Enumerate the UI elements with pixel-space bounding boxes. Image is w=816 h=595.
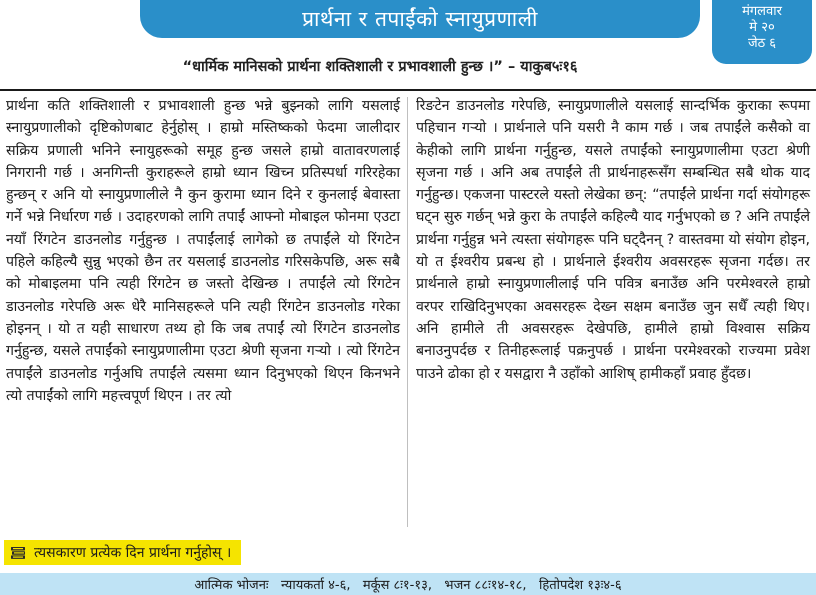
page-title: प्रार्थना र तपाईंको स्नायुप्रणाली xyxy=(302,7,538,31)
date-month: जेठ ६ xyxy=(747,36,777,51)
daily-reading-text: आत्मिक भोजनः न्यायकर्ता ४-६, मर्कूस ८ः१-१३, भजन ८८ः१४-१८, हितोपदेश १३ः४-६ xyxy=(194,578,622,593)
page-title-banner xyxy=(140,0,700,38)
books-icon xyxy=(10,546,26,560)
divider-line xyxy=(0,89,816,91)
body-column-left: प्रार्थना कति शक्तिशाली र प्रभावशाली हुन्छ भन्ने बुझ्नको लागि यसलाई स्नायुप्रणालीको दृष्टिकोणबाट हेर्नुहोस् । हाम्रो मस्तिष्कको फेदमा जालीदार सक्रिय प्रणाली भनिने स्नायुहरूको समूह हुन्छ जसले हाम्रो वातावरणलाई निगरानी गर्छ । अनगिन्ती कुराहरूले हाम्रो ध्यान खिच्न प्रतिस्पर्धा गरिरहेका हुन्छन् र अनि यो स्नायुप्रणालीले नै कुन कुरामा ध्यान दिने र कुनलाई बेवास्ता गर्ने भन्ने निर्धारण गर्छ । उदाहरणको लागि तपाईं आफ्नो मोबाइल फोनमा एउटा नयाँ रिंगटेन डाउनलोड गर्नुहुन्छ । तपाईंलाई लागेको छ तपाईंले यो रिंगटेन पहिले कहिल्यै सुन्नु भएको छैन तर यसलाई डाउनलोड गरिसकेपछि, अरू सबै को मोबाइलमा पनि त्यही रिंगटेन छ जस्तो देखिन्छ । तपाईंले त्यो रिंगटेन डाउनलोड गरेपछि अरू धेरै मानिसहरूले पनि त्यही रिंगटेन डाउनलोड गरेका होइनन् । यो त यही साधारण तथ्य हो कि जब तपाईं त्यो रिंगटेन डाउनलोड गर्नुहुन्छ, यसले तपाईंको स्नायुप्रणालीमा एउटा श्रेणी सृजना गर्‍यो । त्यो रिंगटेन तपाईंले डाउनलोड गर्नुअघि तपाईंले त्यसमा ध्यान दिनुभएको थिएन किनभने त्यो तपाईंको लागि महत्त्वपूर्ण थिएन । तर त्यो xyxy=(6,98,400,404)
action-text: त्यसकारण प्रत्येक दिन प्रार्थना गर्नुहोस् । xyxy=(34,545,232,561)
date-weekday: मंगलवार xyxy=(742,4,782,19)
action-callout xyxy=(4,540,241,565)
daily-reading-footer xyxy=(0,573,816,595)
date-badge xyxy=(712,0,812,64)
body-column-right: रिङटेन डाउनलोड गरेपछि, स्नायुप्रणालीले यसलाई सान्दर्भिक कुराका रूपमा पहिचान गर्‍यो । प्रार्थनाले पनि यसरी नै काम गर्छ । जब तपाईंले कसैको वा केहीको लागि प्रार्थना गर्नुहुन्छ, यसले तपाईंको स्नायुप्रणालीमा एउटा श्रेणी सृजना गर्छ । अनि अब तपाईंले ती प्रार्थनाहरूसँग सम्बन्धित सबै थोक याद गर्नुहुन्छ। एकजना पास्टरले यस्तो लेखेका छन्: “तपाईंले प्रार्थना गर्दा संयोगहरू घट्न सुरु गर्छन् भन्ने कुरा के तपाईंले कहिल्यै याद गर्नुभएको छ ? अनि तपाईंले प्रार्थना गर्नुहुन्न भने त्यस्ता संयोगहरू पनि घट्दैनन् ? वास्तवमा यो संयोग होइन, यो त ईश्वरीय प्रबन्ध हो । प्रार्थनाले ईश्वरीय अवसरहरू सृजना गर्दछ। तर प्रार्थनाले हाम्रो स्नायुप्रणालीलाई पनि पवित्र बनाउँछ अनि परमेश्वरले हाम्रो वरपर राखिदिनुभएका अवसरहरू देख्न सक्षम बनाउँछ जुन सधैँ त्यही थिए। अनि हामीले ती अवसरहरू देखेपछि, हामीले हाम्रो विश्वास सक्रिय बनाउनुपर्दछ र तिनीहरूलाई पक्रनुपर्छ । प्रार्थना परमेश्वरको राज्यमा प्रवेश पाउने ढोका हो र यसद्वारा नै उहाँको आशिष् हामीकहाँ प्रवाह हुँदछ। xyxy=(416,98,810,382)
key-verse: “धार्मिक मानिसको प्रार्थना शक्तिशाली र प्रभावशाली हुन्छ ।” – याकुब५ः१६ xyxy=(182,59,578,75)
article-body xyxy=(6,95,810,535)
column-divider xyxy=(407,97,408,527)
date-day: मे २० xyxy=(749,20,775,35)
